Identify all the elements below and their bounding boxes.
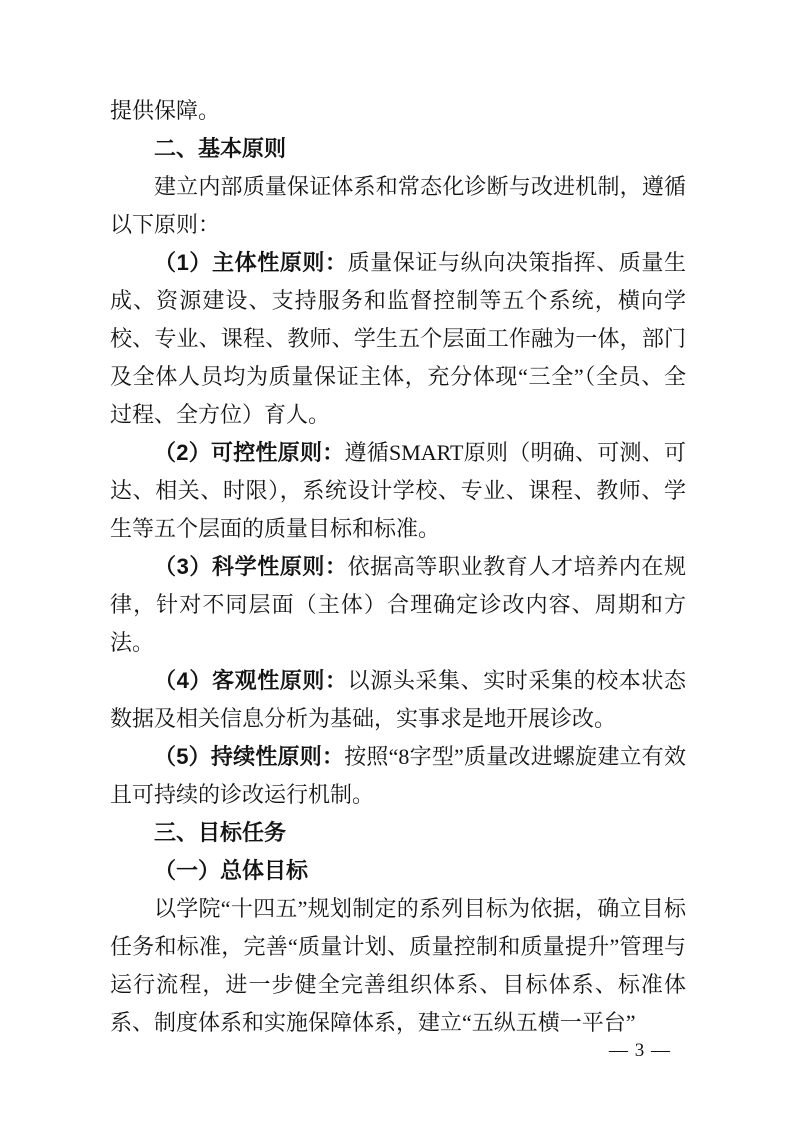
principle-2-label: （2）可控性原则： — [154, 440, 345, 465]
paragraph-principle-1 — [110, 244, 686, 434]
paragraph-principle-5 — [110, 738, 686, 814]
principle-3-label: （3）科学性原则： — [154, 554, 348, 579]
paragraph-principles-intro: 建立内部质量保证体系和常态化诊断与改进机制，遵循以下原则： — [110, 174, 686, 237]
principle-5-label: （5）持续性原则： — [154, 744, 345, 769]
principle-3-text: 依据高等职业教育人才培养内在规律，针对不同层面（主体）合理确定诊改内容、周期和方法。 — [110, 554, 686, 655]
paragraph-overall-goal: 以学院“十四五”规划制定的系列目标为依据，确立目标任务和标准，完善“质量计划、质量控制和质量提升”管理与运行流程，进一步健全完善组织体系、目标体系、标准体系、制度体系和实施保障体系，建立“五纵五横一平台” — [110, 896, 686, 1035]
principle-2-text: 遵循SMART原则（明确、可测、可达、相关、时限），系统设计学校、专业、课程、教师、学生等五个层面的质量目标和标准。 — [110, 440, 686, 541]
heading-section-goals: 三、目标任务 — [154, 820, 287, 845]
principle-1-text: 质量保证与纵向决策指挥、质量生成、资源建设、支持服务和监督控制等五个系统，横向学校、专业、课程、教师、学生五个层面工作融为一体，部门及全体人员均为质量保证主体，充分体现“三全”（全员、全过程、全方位）育人。 — [110, 250, 686, 427]
document-body — [110, 92, 686, 1042]
principle-4-text: 以源头采集、实时采集的校本状态数据及相关信息分析为基础，实事求是地开展诊改。 — [110, 668, 686, 731]
heading-overall-goal: （一）总体目标 — [154, 858, 309, 883]
principle-4-label: （4）客观性原则： — [154, 668, 348, 693]
principle-1-label: （1）主体性原则： — [154, 250, 348, 275]
paragraph-principle-2 — [110, 434, 686, 548]
principle-5-text: 按照“8字型”质量改进螺旋建立有效且可持续的诊改运行机制。 — [110, 744, 686, 807]
page-number: — 3 — — [609, 1040, 671, 1061]
paragraph-continuation: 提供保障。 — [110, 98, 221, 123]
paragraph-principle-4 — [110, 662, 686, 738]
heading-section-basic-principles: 二、基本原则 — [154, 136, 287, 161]
paragraph-principle-3 — [110, 548, 686, 662]
